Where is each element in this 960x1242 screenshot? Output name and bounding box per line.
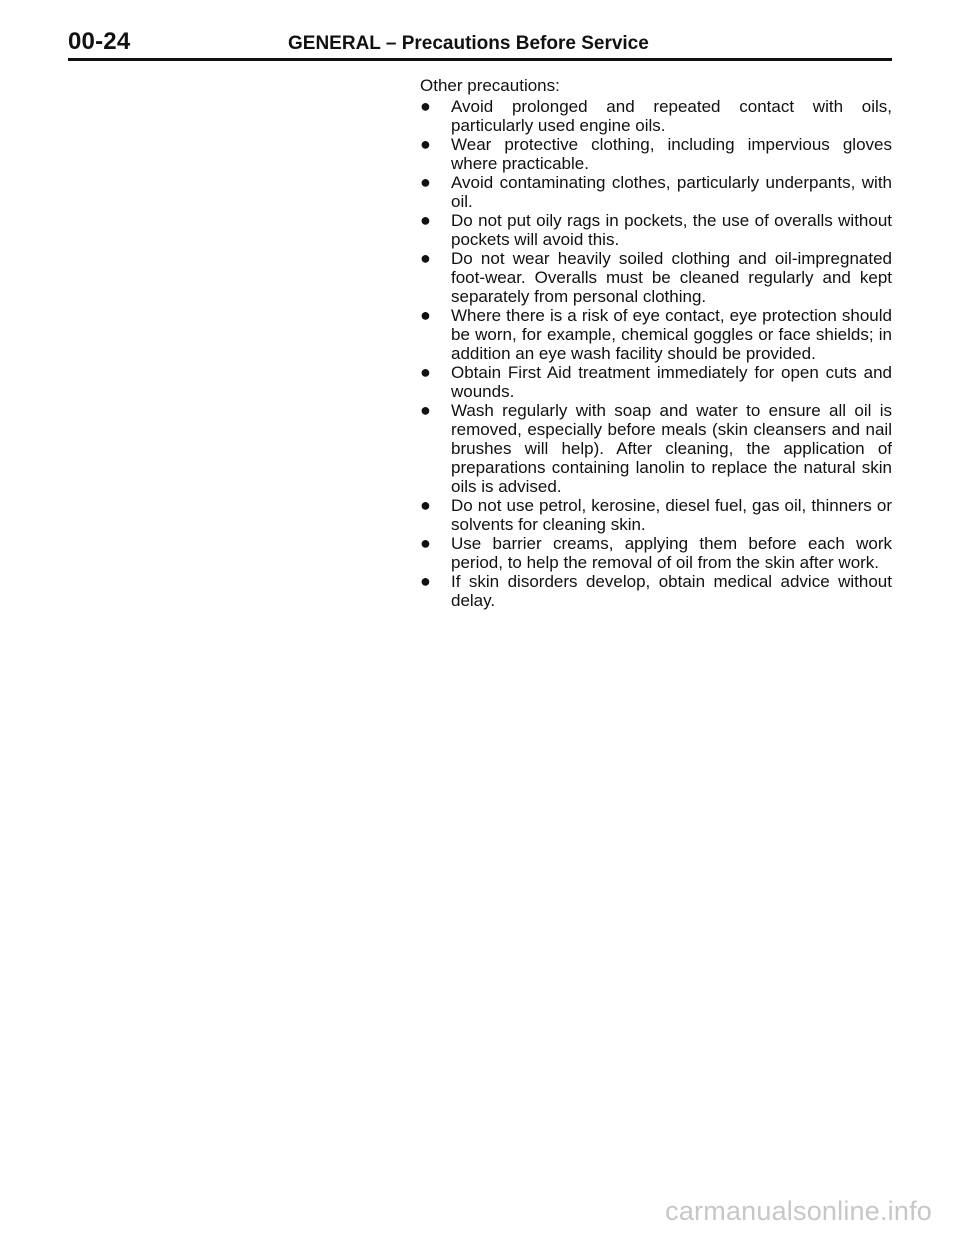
- precaution-item-3: [420, 173, 892, 211]
- site-watermark: carmanualsonline.info: [665, 1196, 932, 1226]
- precaution-item-7: [420, 363, 892, 401]
- bullet-icon: ●: [420, 172, 431, 192]
- bullet-icon: ●: [420, 248, 431, 268]
- bullet-icon: ●: [420, 533, 431, 553]
- precaution-text: If skin disorders develop, obtain medical advice without delay.: [451, 572, 892, 610]
- precaution-item-6: [420, 306, 892, 363]
- precaution-text: Do not wear heavily soiled clothing and oil-impregnated foot-wear. Overalls must be cleaned regularly and kept separately from personal clothing.: [451, 249, 892, 306]
- bullet-icon: ●: [420, 362, 431, 382]
- precaution-item-9: [420, 496, 892, 534]
- bullet-icon: ●: [420, 305, 431, 325]
- precaution-item-1: [420, 97, 892, 135]
- page-number: 00-24: [68, 28, 131, 55]
- precaution-text: Wear protective clothing, including impervious gloves where practicable.: [451, 135, 892, 173]
- section-title: [288, 32, 649, 56]
- page-header: [68, 28, 892, 61]
- precaution-text: Do not put oily rags in pockets, the use of overalls without pockets will avoid this.: [451, 211, 892, 249]
- precaution-list: [420, 97, 892, 610]
- precaution-text: Obtain First Aid treatment immediately for open cuts and wounds.: [451, 363, 892, 401]
- bullet-icon: ●: [420, 400, 431, 420]
- precaution-text: Use barrier creams, applying them before each work period, to help the removal of oil from the skin after work.: [451, 534, 892, 572]
- bullet-icon: ●: [420, 96, 431, 116]
- bullet-icon: ●: [420, 210, 431, 230]
- bullet-icon: ●: [420, 571, 431, 591]
- precaution-item-8: [420, 401, 892, 496]
- precaution-text: Wash regularly with soap and water to ensure all oil is removed, especially before meals (skin cleansers and nail brushes will help). After cleaning, the application of preparations containing lanolin to replace the natural skin oils is advised.: [451, 401, 892, 496]
- intro-text: Other precautions:: [420, 76, 560, 95]
- precaution-text: Where there is a risk of eye contact, eye protection should be worn, for example, chemical goggles or face shields; in addition an eye wash facility should be provided.: [451, 306, 892, 363]
- precaution-item-10: [420, 534, 892, 572]
- precautions-content: [420, 76, 892, 610]
- title-separator: –: [385, 33, 397, 54]
- section-name: Precautions Before Service: [401, 33, 649, 54]
- bullet-icon: ●: [420, 134, 431, 154]
- precaution-text: Avoid prolonged and repeated contact with oils, particularly used engine oils.: [451, 97, 892, 135]
- bullet-icon: ●: [420, 495, 431, 515]
- chapter-title: GENERAL: [288, 33, 381, 54]
- precaution-text: Avoid contaminating clothes, particularly underpants, with oil.: [451, 173, 892, 211]
- precaution-text: Do not use petrol, kerosine, diesel fuel, gas oil, thinners or solvents for cleaning skin.: [451, 496, 892, 534]
- precaution-item-2: [420, 135, 892, 173]
- precaution-item-4: [420, 211, 892, 249]
- precaution-item-11: [420, 572, 892, 610]
- precaution-item-5: [420, 249, 892, 306]
